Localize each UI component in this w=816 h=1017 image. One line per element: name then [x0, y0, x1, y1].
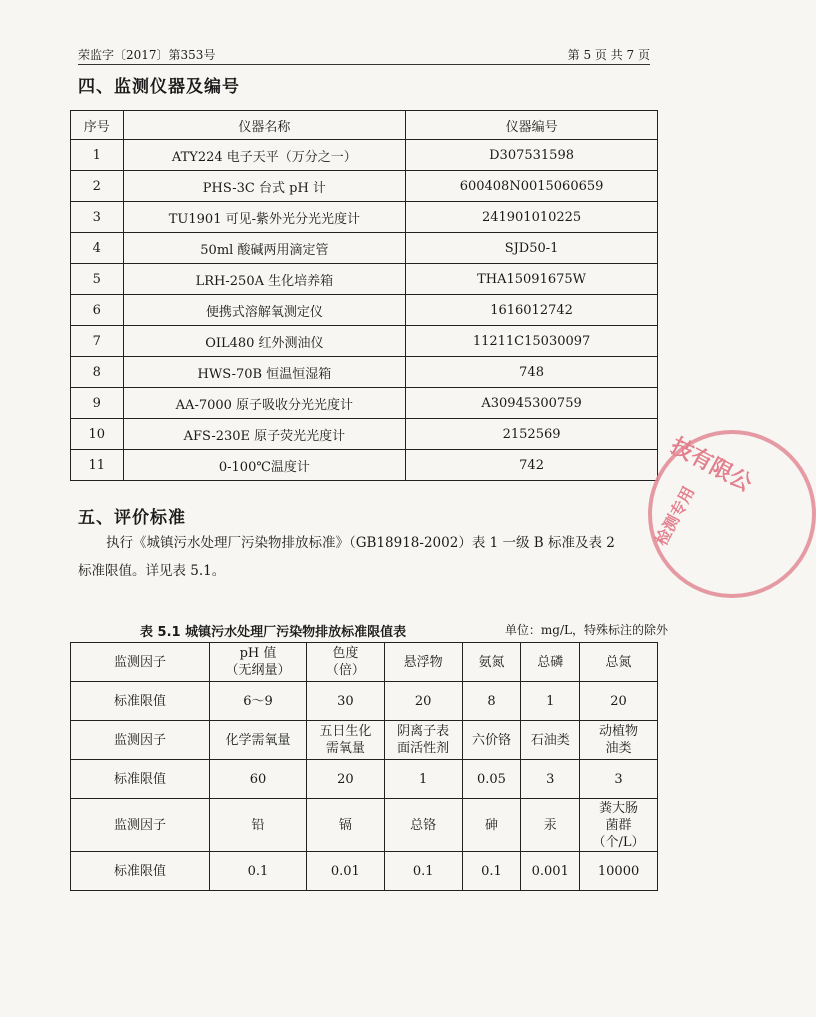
standard-paragraph-line1: 执行《城镇污水处理厂污染物排放标准》（GB18918-2002）表 1 一级 B 标准及表 2 [106, 535, 615, 551]
seal-text-top: 技有限公 [666, 433, 756, 497]
factor-name-line: 石油类 [530, 732, 570, 748]
instrument-code: D307531598 [406, 140, 658, 171]
limit-value: 0.1 [384, 852, 462, 891]
instrument-name: 便携式溶解氧测定仪 [123, 295, 406, 326]
doc-number: 荣监字〔2017〕第353号 [78, 48, 216, 62]
instrument-code: 11211C15030097 [406, 326, 658, 357]
instrument-name: OIL480 红外测油仪 [123, 326, 406, 357]
factor-row-label: 监测因子 [71, 799, 210, 852]
factor-name-line: pH 值 [239, 646, 277, 661]
factor-name [521, 799, 580, 852]
factor-row [71, 721, 658, 760]
limit-value: 10000 [580, 852, 658, 891]
factor-name-line: 六价铬 [471, 732, 511, 748]
standard-paragraph-line2: 标准限值。详见表 5.1。 [78, 563, 226, 579]
instrument-row [71, 295, 658, 326]
factor-row-label: 监测因子 [71, 721, 210, 760]
instrument-row [71, 450, 658, 481]
instrument-code: 748 [406, 357, 658, 388]
instrument-name: AA-7000 原子吸收分光光度计 [123, 388, 406, 419]
instrument-row [71, 171, 658, 202]
instrument-name: 50ml 酸碱两用滴定管 [123, 233, 406, 264]
limit-value: 6～9 [210, 682, 307, 721]
instrument-no: 9 [71, 388, 124, 419]
limit-row-label: 标准限值 [71, 852, 210, 891]
factor-name-line: 悬浮物 [403, 654, 443, 670]
factor-name [210, 643, 307, 682]
instrument-table-body [71, 140, 658, 481]
instrument-name: 0-100℃温度计 [123, 450, 406, 481]
instrument-name: AFS-230E 原子荧光光度计 [123, 419, 406, 450]
instrument-code: 1616012742 [406, 295, 658, 326]
instrument-no: 6 [71, 295, 124, 326]
factor-name [462, 799, 521, 852]
instrument-no: 7 [71, 326, 124, 357]
instrument-no: 11 [71, 450, 124, 481]
limit-value: 1 [384, 760, 462, 799]
limit-row-label: 标准限值 [71, 682, 210, 721]
factor-name-line: 粪大肠 [599, 800, 639, 816]
factor-name-line: 菌群 [605, 817, 632, 833]
instrument-row [71, 357, 658, 388]
instrument-name: PHS-3C 台式 pH 计 [123, 171, 406, 202]
instrument-no: 8 [71, 357, 124, 388]
instrument-row [71, 140, 658, 171]
col-header-name: 仪器名称 [123, 111, 406, 140]
factor-name [462, 643, 521, 682]
factor-name-line: 五日生化 [319, 724, 372, 739]
factor-name [580, 799, 658, 852]
factor-row [71, 643, 658, 682]
instrument-name: HWS-70B 恒温恒湿箱 [123, 357, 406, 388]
instrument-no: 3 [71, 202, 124, 233]
limit-value: 0.1 [210, 852, 307, 891]
factor-name-line: 铅 [251, 817, 265, 833]
company-seal [648, 430, 816, 598]
factor-name [580, 721, 658, 760]
instrument-table-header [71, 111, 658, 140]
instrument-no: 2 [71, 171, 124, 202]
limit-row [71, 760, 658, 799]
factor-name-line: 阴离子表 [397, 724, 450, 739]
page-header [78, 44, 650, 65]
instrument-no: 4 [71, 233, 124, 264]
factor-name-line: （无纲量） [225, 663, 291, 678]
instrument-code: 742 [406, 450, 658, 481]
limit-row [71, 852, 658, 891]
standard-limits-body [71, 643, 658, 891]
factor-name-line: 化学需氧量 [225, 732, 291, 748]
factor-name-line: 色度 [332, 646, 359, 661]
factor-name [306, 799, 384, 852]
instrument-no: 1 [71, 140, 124, 171]
instrument-row [71, 419, 658, 450]
instrument-code: THA15091675W [406, 264, 658, 295]
factor-name [306, 643, 384, 682]
factor-name-line: （倍） [325, 663, 365, 678]
table-caption-row [78, 621, 668, 641]
limit-value: 20 [580, 682, 658, 721]
limit-value: 20 [384, 682, 462, 721]
factor-name-line: 砷 [484, 817, 498, 833]
factor-name-line: （个/L） [592, 834, 645, 850]
instrument-code: 2152569 [406, 419, 658, 450]
factor-name [521, 721, 580, 760]
factor-name [462, 721, 521, 760]
factor-name-line: 面活性剂 [397, 741, 450, 756]
factor-name-line: 总铬 [410, 817, 437, 833]
section5-title: 五、评价标准 [78, 508, 186, 528]
instrument-no: 5 [71, 264, 124, 295]
instrument-row [71, 388, 658, 419]
factor-row [71, 799, 658, 852]
limit-value: 1 [521, 682, 580, 721]
limit-value: 60 [210, 760, 307, 799]
factor-name [580, 643, 658, 682]
instrument-table [70, 110, 658, 481]
limit-value: 3 [521, 760, 580, 799]
unit-note: 单位：mg/L，特殊标注的除外 [504, 623, 668, 637]
limit-value: 3 [580, 760, 658, 799]
factor-name-line: 需氧量 [325, 741, 365, 756]
instrument-name: ATY224 电子天平（万分之一） [123, 140, 406, 171]
table-caption: 表 5.1 城镇污水处理厂污染物排放标准限值表 [140, 625, 407, 640]
instrument-code: 241901010225 [406, 202, 658, 233]
factor-name-line: 镉 [338, 817, 352, 833]
instrument-row [71, 233, 658, 264]
factor-name-line: 总磷 [537, 654, 564, 670]
factor-name [306, 721, 384, 760]
section4-title: 四、监测仪器及编号 [78, 77, 240, 97]
limit-row-label: 标准限值 [71, 760, 210, 799]
factor-name-line: 油类 [605, 741, 632, 756]
limit-value: 20 [306, 760, 384, 799]
limit-value: 8 [462, 682, 521, 721]
factor-name [521, 643, 580, 682]
instrument-no: 10 [71, 419, 124, 450]
limit-value: 0.05 [462, 760, 521, 799]
limit-value: 0.1 [462, 852, 521, 891]
page-info: 第 5 页 共 7 页 [567, 48, 650, 62]
col-header-no: 序号 [71, 111, 124, 140]
standard-limits-table [70, 642, 658, 891]
col-header-code: 仪器编号 [406, 111, 658, 140]
limit-value: 0.001 [521, 852, 580, 891]
instrument-row [71, 264, 658, 295]
instrument-row [71, 326, 658, 357]
instrument-code: SJD50-1 [406, 233, 658, 264]
instrument-code: A30945300759 [406, 388, 658, 419]
instrument-row [71, 202, 658, 233]
factor-name-line: 动植物 [599, 724, 639, 739]
factor-name [210, 721, 307, 760]
factor-name [384, 643, 462, 682]
factor-name [384, 721, 462, 760]
factor-row-label: 监测因子 [71, 643, 210, 682]
factor-name [210, 799, 307, 852]
limit-value: 30 [306, 682, 384, 721]
factor-name-line: 总氮 [605, 654, 632, 670]
instrument-name: LRH-250A 生化培养箱 [123, 264, 406, 295]
instrument-code: 600408N0015060659 [406, 171, 658, 202]
limit-value: 0.01 [306, 852, 384, 891]
factor-name-line: 汞 [543, 817, 557, 833]
factor-name-line: 氨氮 [478, 654, 505, 670]
limit-row [71, 682, 658, 721]
factor-name [384, 799, 462, 852]
seal-text-bottom: 检测专用 [651, 483, 699, 549]
instrument-name: TU1901 可见-紫外光分光光度计 [123, 202, 406, 233]
